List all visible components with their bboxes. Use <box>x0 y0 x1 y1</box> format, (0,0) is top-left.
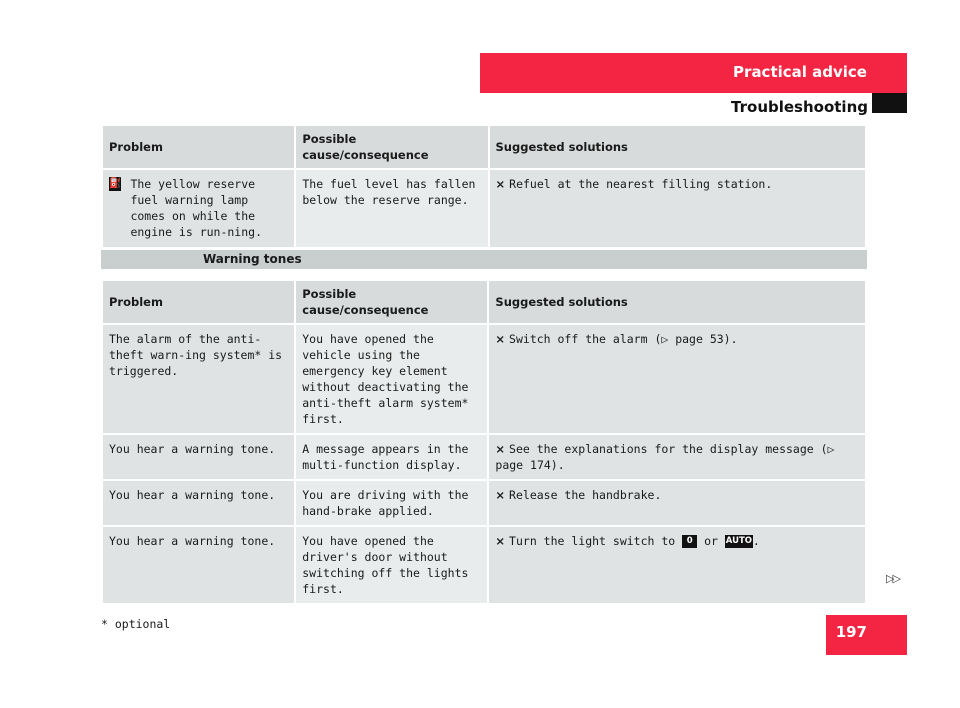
solution-text: Refuel at the nearest filling station. <box>509 177 773 191</box>
solution-cell <box>490 170 865 247</box>
cause-cell: The fuel level has fallen below the reserve range. <box>296 170 487 247</box>
fuel-pump-icon: ⛽ <box>109 178 122 189</box>
chapter-title: Practical advice <box>733 63 867 81</box>
problem-cell: You hear a warning tone. <box>103 435 294 479</box>
problem-cell <box>103 170 294 247</box>
column-header-cause: Possible cause/consequence <box>296 126 487 168</box>
solution-arrow-icon: ⨯ <box>495 177 506 191</box>
problem-cell: You hear a warning tone. <box>103 481 294 525</box>
section-title: Troubleshooting <box>731 98 868 116</box>
table-header-row <box>103 126 865 168</box>
warning-tones-bar <box>101 250 867 269</box>
chapter-header-band <box>480 53 907 93</box>
solution-arrow-icon: ⨯ <box>495 488 506 502</box>
solution-cell <box>489 325 865 433</box>
section-marker <box>872 93 907 113</box>
solution-cell <box>489 481 865 525</box>
warning-tones-table <box>101 279 867 605</box>
continue-arrow-icon: ▷▷ <box>886 572 899 585</box>
solution-text: See the explanations for the display message (▷ page 174). <box>495 442 835 472</box>
column-header-solution: Suggested solutions <box>489 281 865 323</box>
table-header-row <box>103 281 865 323</box>
solution-cell <box>489 527 865 603</box>
warning-tones-title: Warning tones <box>203 252 302 266</box>
table-row <box>103 527 865 603</box>
table-row <box>103 325 865 433</box>
table-row <box>103 435 865 479</box>
table-row <box>103 481 865 525</box>
table-row <box>103 170 865 247</box>
light-switch-off-icon: 0 <box>682 535 697 548</box>
footnote: * optional <box>101 617 171 631</box>
column-header-cause: Possible cause/consequence <box>296 281 487 323</box>
solution-text: Switch off the alarm (▷ page 53). <box>509 332 738 346</box>
solution-arrow-icon: ⨯ <box>495 332 506 346</box>
solution-text-suffix: . <box>752 534 760 548</box>
column-header-problem: Problem <box>103 281 294 323</box>
page-number-box <box>826 615 907 655</box>
solution-text-prefix: Turn the light switch to <box>509 534 676 548</box>
column-header-problem: Problem <box>103 126 294 168</box>
problem-cell: You hear a warning tone. <box>103 527 294 603</box>
problem-text: The yellow reserve fuel warning lamp comes on while the engine is run-ning. <box>130 177 263 239</box>
column-header-solution: Suggested solutions <box>490 126 865 168</box>
cause-cell: You have opened the driver's door without switching off the lights first. <box>296 527 487 603</box>
solution-cell <box>489 435 865 479</box>
solution-arrow-icon: ⨯ <box>495 442 506 456</box>
page-number: 197 <box>835 623 867 641</box>
solution-text: Release the handbrake. <box>509 488 662 502</box>
cause-cell: A message appears in the multi-function display. <box>296 435 487 479</box>
problem-cell: The alarm of the anti-theft warn-ing system* is triggered. <box>103 325 294 433</box>
light-switch-auto-icon: AUTO <box>725 536 753 546</box>
solution-arrow-icon: ⨯ <box>495 534 506 548</box>
fuel-troubleshooting-table <box>101 124 867 249</box>
cause-cell: You have opened the vehicle using the emergency key element without deactivating the anti-theft alarm system* first. <box>296 325 487 433</box>
cause-cell: You are driving with the hand-brake applied. <box>296 481 487 525</box>
solution-text-or: or <box>704 534 718 548</box>
